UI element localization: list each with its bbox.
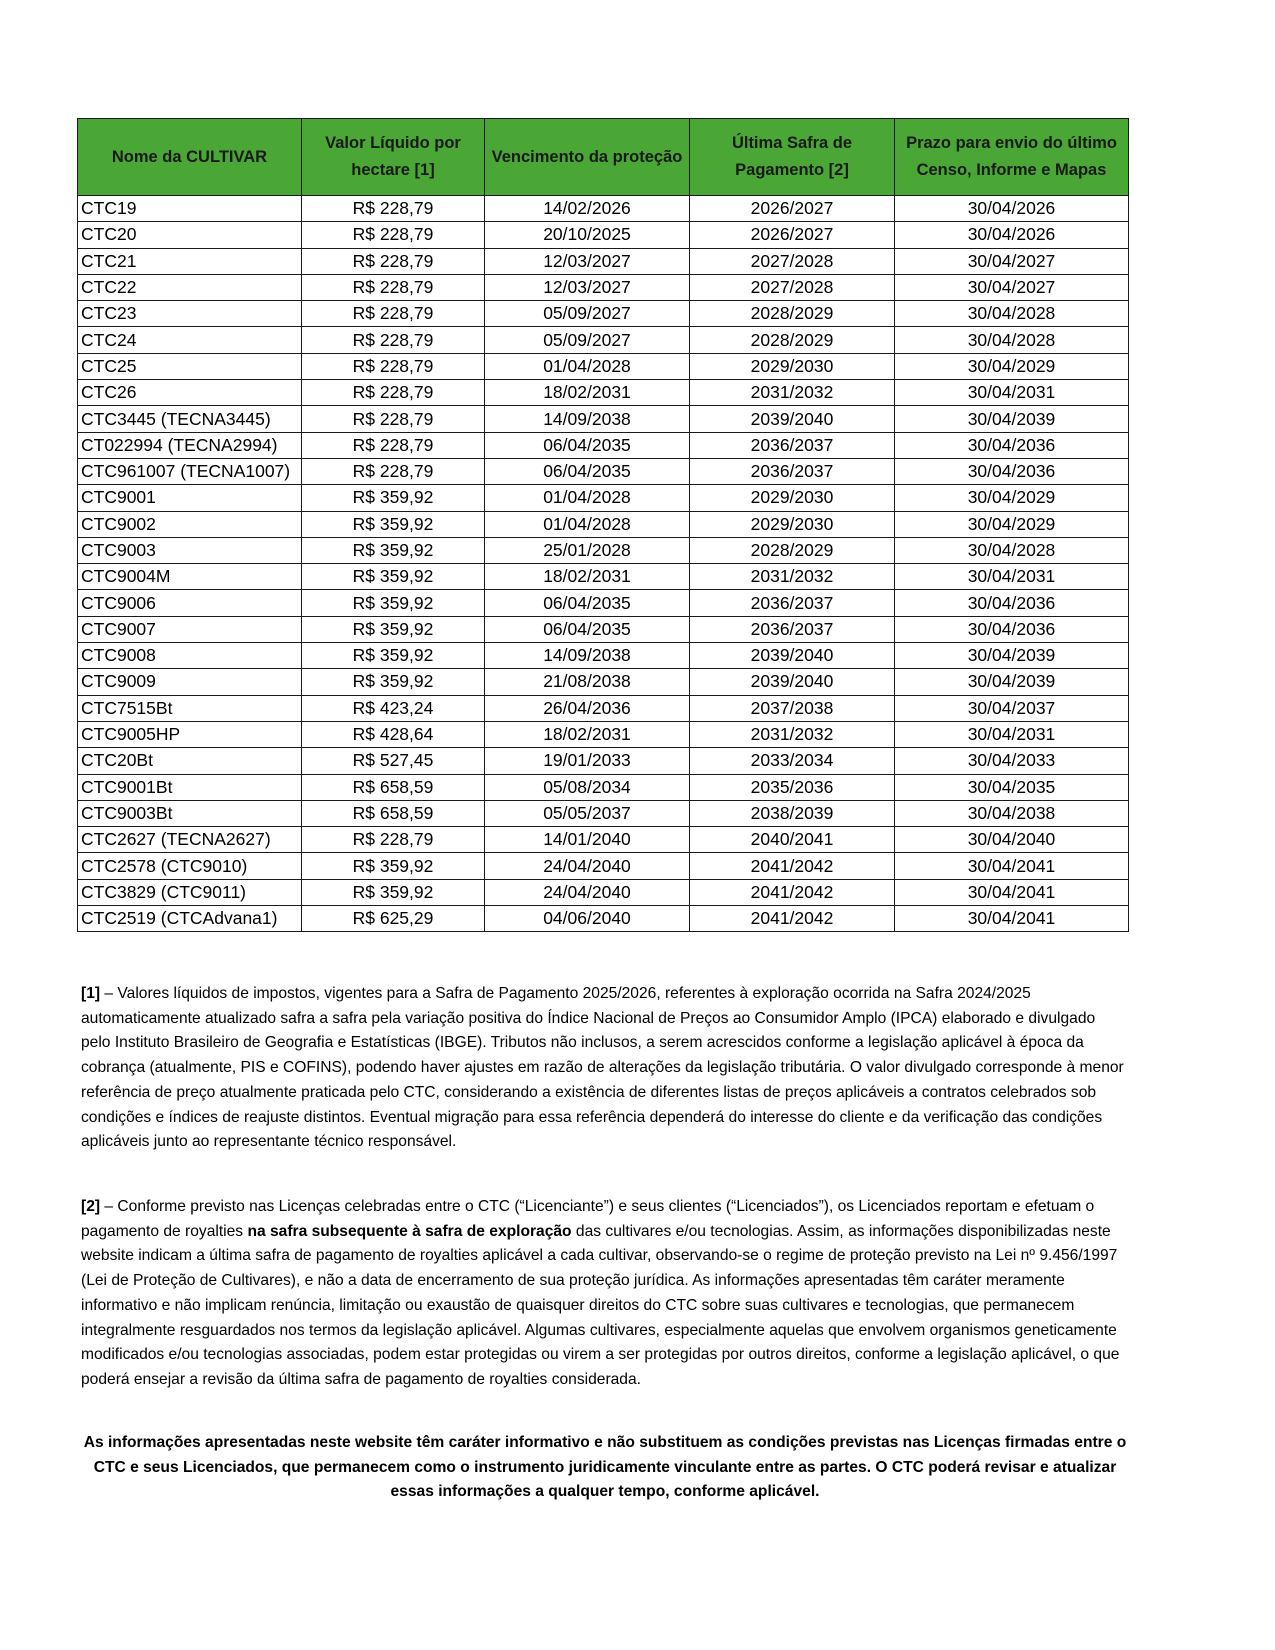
cell-census-deadline: 30/04/2041 — [895, 879, 1129, 905]
cell-protection-expiry: 14/09/2038 — [485, 406, 690, 432]
cell-net-value: R$ 359,92 — [302, 590, 485, 616]
table-header-row — [78, 119, 1129, 196]
cell-cultivar-name: CTC26 — [78, 380, 302, 406]
cell-last-payment-harvest: 2038/2039 — [690, 800, 895, 826]
cell-net-value: R$ 428,64 — [302, 721, 485, 747]
cell-protection-expiry: 01/04/2028 — [485, 353, 690, 379]
cell-last-payment-harvest: 2031/2032 — [690, 380, 895, 406]
cell-cultivar-name: CTC3829 (CTC9011) — [78, 879, 302, 905]
cell-net-value: R$ 228,79 — [302, 458, 485, 484]
cell-protection-expiry: 26/04/2036 — [485, 695, 690, 721]
cell-census-deadline: 30/04/2027 — [895, 248, 1129, 274]
cell-census-deadline: 30/04/2039 — [895, 406, 1129, 432]
cell-census-deadline: 30/04/2039 — [895, 669, 1129, 695]
cell-protection-expiry: 18/02/2031 — [485, 380, 690, 406]
table-row — [78, 669, 1129, 695]
cell-net-value: R$ 228,79 — [302, 827, 485, 853]
footnote-2 — [81, 1195, 1126, 1393]
cell-census-deadline: 30/04/2031 — [895, 721, 1129, 747]
cell-census-deadline: 30/04/2028 — [895, 327, 1129, 353]
cell-cultivar-name: CTC21 — [78, 248, 302, 274]
cell-last-payment-harvest: 2040/2041 — [690, 827, 895, 853]
cell-protection-expiry: 14/01/2040 — [485, 827, 690, 853]
cell-net-value: R$ 228,79 — [302, 274, 485, 300]
table-row — [78, 537, 1129, 563]
cell-protection-expiry: 01/04/2028 — [485, 485, 690, 511]
cell-net-value: R$ 359,92 — [302, 669, 485, 695]
cell-cultivar-name: CTC23 — [78, 301, 302, 327]
table-row — [78, 511, 1129, 537]
cell-last-payment-harvest: 2026/2027 — [690, 222, 895, 248]
table-row — [78, 695, 1129, 721]
table-row — [78, 827, 1129, 853]
header-protection-expiry: Vencimento da proteção — [485, 119, 690, 196]
table-row — [78, 748, 1129, 774]
cell-protection-expiry: 06/04/2035 — [485, 458, 690, 484]
cell-census-deadline: 30/04/2035 — [895, 774, 1129, 800]
cell-cultivar-name: CTC20 — [78, 222, 302, 248]
cell-net-value: R$ 359,92 — [302, 616, 485, 642]
cell-last-payment-harvest: 2033/2034 — [690, 748, 895, 774]
cell-cultivar-name: CTC7515Bt — [78, 695, 302, 721]
cell-cultivar-name: CTC19 — [78, 196, 302, 222]
table-row — [78, 485, 1129, 511]
cell-protection-expiry: 21/08/2038 — [485, 669, 690, 695]
cell-cultivar-name: CTC9001 — [78, 485, 302, 511]
cell-last-payment-harvest: 2028/2029 — [690, 301, 895, 327]
table-row — [78, 274, 1129, 300]
cell-protection-expiry: 18/02/2031 — [485, 564, 690, 590]
cell-last-payment-harvest: 2036/2037 — [690, 432, 895, 458]
cell-census-deadline: 30/04/2041 — [895, 906, 1129, 932]
cell-cultivar-name: CTC2519 (CTCAdvana1) — [78, 906, 302, 932]
cell-protection-expiry: 01/04/2028 — [485, 511, 690, 537]
cell-protection-expiry: 05/09/2027 — [485, 327, 690, 353]
table-row — [78, 643, 1129, 669]
cell-net-value: R$ 359,92 — [302, 853, 485, 879]
table-row — [78, 196, 1129, 222]
cell-last-payment-harvest: 2036/2037 — [690, 616, 895, 642]
footnote-2-ref: [2] — [81, 1198, 101, 1215]
cell-net-value: R$ 359,92 — [302, 643, 485, 669]
table-row — [78, 590, 1129, 616]
cell-cultivar-name: CTC9001Bt — [78, 774, 302, 800]
header-cultivar-name: Nome da CULTIVAR — [78, 119, 302, 196]
cell-cultivar-name: CTC24 — [78, 327, 302, 353]
cell-cultivar-name: CTC2627 (TECNA2627) — [78, 827, 302, 853]
table-row — [78, 616, 1129, 642]
cell-protection-expiry: 14/09/2038 — [485, 643, 690, 669]
disclaimer-statement: As informações apresentadas neste website têm caráter informativo e não substituem as condições previstas nas Licenças firmadas entre o CTC e seus Licenciados, que permanecem como o instrumento juridicamente vinculante entre as partes. O CTC poderá revisar e atualizar essas informações a qualquer tempo, conforme aplicável. — [83, 1434, 1127, 1501]
cell-protection-expiry: 18/02/2031 — [485, 721, 690, 747]
cell-net-value: R$ 228,79 — [302, 380, 485, 406]
table-row — [78, 248, 1129, 274]
cell-protection-expiry: 05/08/2034 — [485, 774, 690, 800]
cell-last-payment-harvest: 2041/2042 — [690, 879, 895, 905]
cell-census-deadline: 30/04/2029 — [895, 511, 1129, 537]
cell-last-payment-harvest: 2026/2027 — [690, 196, 895, 222]
cell-census-deadline: 30/04/2036 — [895, 590, 1129, 616]
cell-census-deadline: 30/04/2036 — [895, 616, 1129, 642]
cell-census-deadline: 30/04/2036 — [895, 432, 1129, 458]
cell-net-value: R$ 228,79 — [302, 196, 485, 222]
footnote-2-bold: na safra subsequente à safra de exploração — [247, 1222, 572, 1240]
table-row — [78, 879, 1129, 905]
cell-last-payment-harvest: 2031/2032 — [690, 721, 895, 747]
cell-protection-expiry: 04/06/2040 — [485, 906, 690, 932]
cell-last-payment-harvest: 2029/2030 — [690, 511, 895, 537]
cell-cultivar-name: CTC3445 (TECNA3445) — [78, 406, 302, 432]
cultivar-table — [77, 118, 1129, 932]
cell-net-value: R$ 228,79 — [302, 327, 485, 353]
cell-last-payment-harvest: 2037/2038 — [690, 695, 895, 721]
table-body — [78, 196, 1129, 932]
cell-last-payment-harvest: 2028/2029 — [690, 327, 895, 353]
cell-census-deadline: 30/04/2033 — [895, 748, 1129, 774]
cell-cultivar-name: CT022994 (TECNA2994) — [78, 432, 302, 458]
table-row — [78, 564, 1129, 590]
footnote-2-text-b: das cultivares e/ou tecnologias. Assim, as informações disponibilizadas neste website indicam a última safra de pagamento de royalties aplicável a cada cultivar, observando-se o regime de proteção previsto na Lei nº 9.456/1997 (Lei de Proteção de Cultivares), e não a data de encerramento de sua proteção jurídica. As informações apresentadas têm caráter meramente informativo e não implicam renúncia, limitação ou exaustão de quaisquer direitos do CTC sobre suas cultivares e tecnologias, que permanecem integralmente resguardados nos termos da legislação aplicável. Algumas cultivares, especialmente aquelas que envolvem organismos geneticamente modificados e/ou tecnologias associadas, podem estar protegidas ou virem a ser protegidas por outros direitos, conforme a legislação aplicável, o que poderá ensejar a revisão da última safra de pagamento de royalties considerada. — [81, 1222, 1120, 1388]
cell-census-deadline: 30/04/2031 — [895, 380, 1129, 406]
cell-net-value: R$ 359,92 — [302, 511, 485, 537]
cell-census-deadline: 30/04/2027 — [895, 274, 1129, 300]
cell-net-value: R$ 359,92 — [302, 485, 485, 511]
cell-census-deadline: 30/04/2037 — [895, 695, 1129, 721]
cell-protection-expiry: 06/04/2035 — [485, 590, 690, 616]
cell-protection-expiry: 24/04/2040 — [485, 853, 690, 879]
header-last-payment-harvest: Última Safra de Pagamento [2] — [690, 119, 895, 196]
cell-census-deadline: 30/04/2028 — [895, 537, 1129, 563]
cell-census-deadline: 30/04/2041 — [895, 853, 1129, 879]
cell-net-value: R$ 228,79 — [302, 222, 485, 248]
cell-census-deadline: 30/04/2038 — [895, 800, 1129, 826]
cell-protection-expiry: 05/09/2027 — [485, 301, 690, 327]
cell-net-value: R$ 228,79 — [302, 353, 485, 379]
table-row — [78, 432, 1129, 458]
cell-net-value: R$ 228,79 — [302, 406, 485, 432]
cell-last-payment-harvest: 2028/2029 — [690, 537, 895, 563]
cell-protection-expiry: 05/05/2037 — [485, 800, 690, 826]
cell-protection-expiry: 12/03/2027 — [485, 248, 690, 274]
footnote-2-text-a: – Conforme previsto nas Licenças celebradas entre o CTC (“Licenciante”) e seus clientes (“Licenciados”), os Licenciados reportam e efetuam o pagamento de royalties — [81, 1198, 1095, 1240]
cell-protection-expiry: 19/01/2033 — [485, 748, 690, 774]
header-census-deadline: Prazo para envio do último Censo, Informe e Mapas — [895, 119, 1129, 196]
cell-cultivar-name: CTC9005HP — [78, 721, 302, 747]
cell-cultivar-name: CTC20Bt — [78, 748, 302, 774]
cell-cultivar-name: CTC9007 — [78, 616, 302, 642]
cell-net-value: R$ 359,92 — [302, 564, 485, 590]
cell-last-payment-harvest: 2041/2042 — [690, 906, 895, 932]
table-row — [78, 800, 1129, 826]
cell-cultivar-name: CTC25 — [78, 353, 302, 379]
cell-last-payment-harvest: 2036/2037 — [690, 458, 895, 484]
cell-net-value: R$ 359,92 — [302, 537, 485, 563]
cell-protection-expiry: 06/04/2035 — [485, 616, 690, 642]
table-row — [78, 327, 1129, 353]
cell-last-payment-harvest: 2041/2042 — [690, 853, 895, 879]
cell-net-value: R$ 228,79 — [302, 432, 485, 458]
table-row — [78, 906, 1129, 932]
header-net-value: Valor Líquido por hectare [1] — [302, 119, 485, 196]
cell-census-deadline: 30/04/2029 — [895, 485, 1129, 511]
cell-cultivar-name: CTC9004M — [78, 564, 302, 590]
cell-net-value: R$ 527,45 — [302, 748, 485, 774]
cell-net-value: R$ 625,29 — [302, 906, 485, 932]
cell-protection-expiry: 06/04/2035 — [485, 432, 690, 458]
footnote-1 — [81, 982, 1126, 1155]
cell-census-deadline: 30/04/2031 — [895, 564, 1129, 590]
cell-net-value: R$ 359,92 — [302, 879, 485, 905]
footnote-1-ref: [1] — [81, 985, 101, 1002]
cell-cultivar-name: CTC2578 (CTC9010) — [78, 853, 302, 879]
cell-cultivar-name: CTC9008 — [78, 643, 302, 669]
table-row — [78, 222, 1129, 248]
cell-cultivar-name: CTC22 — [78, 274, 302, 300]
cell-last-payment-harvest: 2039/2040 — [690, 406, 895, 432]
cell-last-payment-harvest: 2039/2040 — [690, 669, 895, 695]
table-row — [78, 406, 1129, 432]
table-row — [78, 853, 1129, 879]
cell-census-deadline: 30/04/2039 — [895, 643, 1129, 669]
cell-cultivar-name: CTC961007 (TECNA1007) — [78, 458, 302, 484]
cell-census-deadline: 30/04/2028 — [895, 301, 1129, 327]
cell-last-payment-harvest: 2029/2030 — [690, 485, 895, 511]
cell-protection-expiry: 12/03/2027 — [485, 274, 690, 300]
cell-cultivar-name: CTC9009 — [78, 669, 302, 695]
cell-net-value: R$ 423,24 — [302, 695, 485, 721]
cell-census-deadline: 30/04/2036 — [895, 458, 1129, 484]
footnote-1-text: – Valores líquidos de impostos, vigentes para a Safra de Pagamento 2025/2026, referentes à exploração ocorrida na Safra 2024/2025 automaticamente atualizado safra a safra pela variação positiva do Índice Nacional de Preços ao Consumidor Amplo (IPCA) elaborado e divulgado pelo Instituto Brasileiro de Geografia e Estatísticas (IBGE). Tributos não inclusos, a serem acrescidos conforme a legislação aplicável à época da cobrança (atualmente, PIS e COFINS), podendo haver ajustes em razão de alterações da legislação tributária. O valor divulgado corresponde à menor referência de preço atualmente praticada pelo CTC, considerando a existência de diferentes listas de preços aplicáveis a contratos celebrados sob condições e índices de reajuste distintos. Eventual migração para essa referência dependerá do interesse do cliente e da verificação das condições aplicáveis junto ao representante técnico responsável. — [81, 985, 1124, 1151]
cell-net-value: R$ 658,59 — [302, 800, 485, 826]
table-row — [78, 380, 1129, 406]
table-row — [78, 721, 1129, 747]
cell-protection-expiry: 25/01/2028 — [485, 537, 690, 563]
cell-census-deadline: 30/04/2029 — [895, 353, 1129, 379]
cell-net-value: R$ 228,79 — [302, 248, 485, 274]
cell-census-deadline: 30/04/2040 — [895, 827, 1129, 853]
cell-last-payment-harvest: 2035/2036 — [690, 774, 895, 800]
cell-protection-expiry: 20/10/2025 — [485, 222, 690, 248]
cell-net-value: R$ 228,79 — [302, 301, 485, 327]
table-row — [78, 774, 1129, 800]
cell-last-payment-harvest: 2031/2032 — [690, 564, 895, 590]
cell-net-value: R$ 658,59 — [302, 774, 485, 800]
cell-protection-expiry: 24/04/2040 — [485, 879, 690, 905]
cell-census-deadline: 30/04/2026 — [895, 196, 1129, 222]
cell-last-payment-harvest: 2027/2028 — [690, 248, 895, 274]
cell-cultivar-name: CTC9006 — [78, 590, 302, 616]
cell-cultivar-name: CTC9003 — [78, 537, 302, 563]
cell-cultivar-name: CTC9002 — [78, 511, 302, 537]
table-row — [78, 458, 1129, 484]
cell-last-payment-harvest: 2036/2037 — [690, 590, 895, 616]
table-row — [78, 353, 1129, 379]
table-row — [78, 301, 1129, 327]
cell-last-payment-harvest: 2027/2028 — [690, 274, 895, 300]
cell-last-payment-harvest: 2029/2030 — [690, 353, 895, 379]
cell-census-deadline: 30/04/2026 — [895, 222, 1129, 248]
cell-last-payment-harvest: 2039/2040 — [690, 643, 895, 669]
cell-protection-expiry: 14/02/2026 — [485, 196, 690, 222]
cell-cultivar-name: CTC9003Bt — [78, 800, 302, 826]
